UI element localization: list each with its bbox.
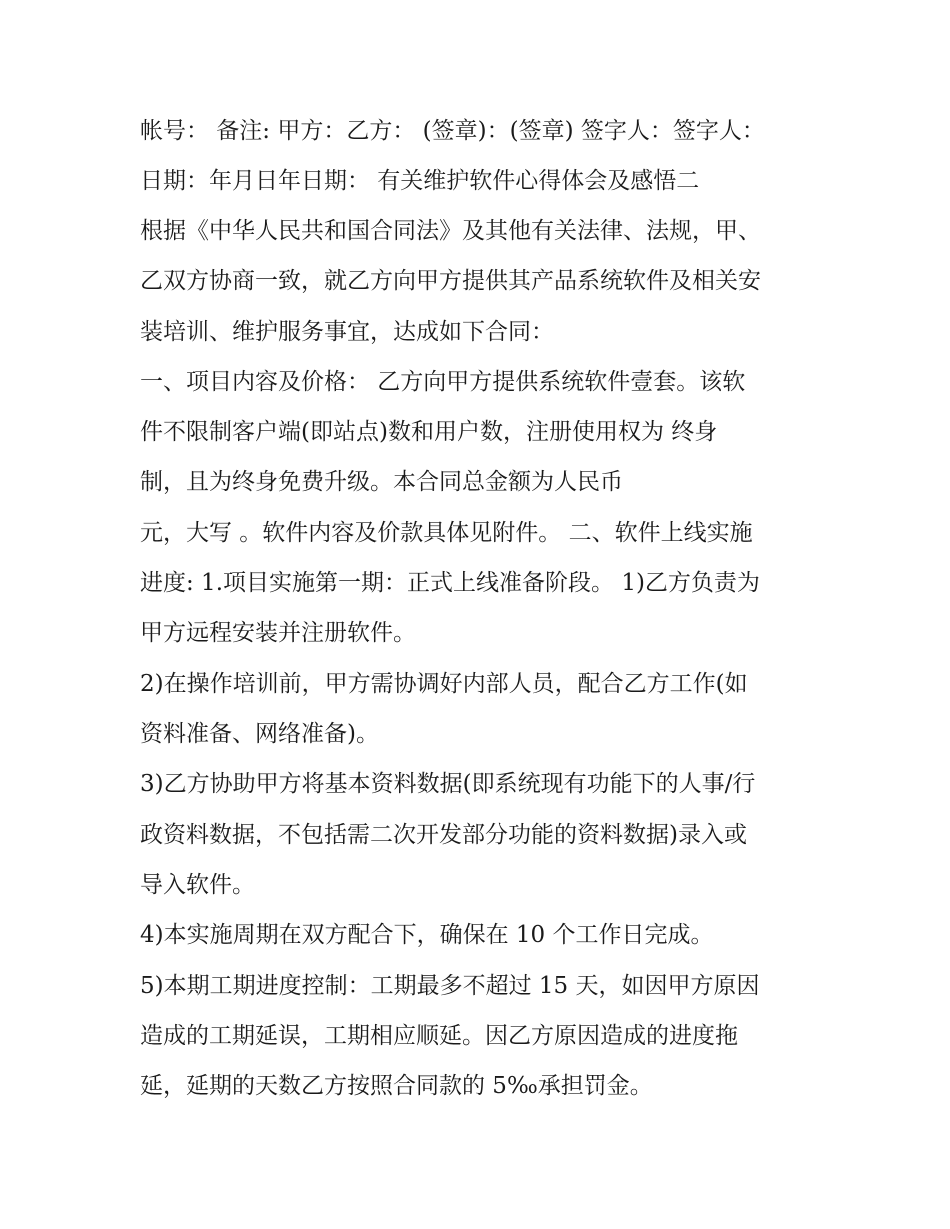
text-line: 5)本期工期进度控制：工期最多不超过 15 天，如因甲方原因 (140, 973, 760, 999)
text-line: 造成的工期延误，工期相应顺延。因乙方原因造成的进度拖 (140, 1023, 738, 1049)
text-line: 乙双方协商一致，就乙方向甲方提供其产品系统软件及相关安 (140, 268, 761, 294)
text-line: 资料准备、网络准备)。 (140, 721, 379, 747)
text-line: 甲方远程安装并注册软件。 (140, 620, 416, 646)
text-line: 4)本实施周期在双方配合下，确保在 10 个工作日完成。 (140, 922, 714, 948)
text-line: 进度: 1.项目实施第一期：正式上线准备阶段。 1)乙方负责为 (140, 570, 760, 596)
text-line: 元，大写 。软件内容及价款具体见附件。 二、软件上线实施 (140, 520, 753, 546)
text-line: 件不限制客户端(即站点)数和用户数，注册使用权为 终身 (140, 419, 718, 445)
text-line: 帐号： 备注: 甲方：乙方： (签章)：(签章) 签字人：签字人： (140, 118, 765, 144)
text-line: 延，延期的天数乙方按照合同款的 5‰承担罚金。 (140, 1073, 653, 1099)
text-line: 2)在操作培训前，甲方需协调好内部人员，配合乙方工作(如 (140, 671, 748, 697)
text-line: 3)乙方协助甲方将基本资料数据(即系统现有功能下的人事/行 (140, 771, 756, 797)
text-line: 一、项目内容及价格： 乙方向甲方提供系统软件壹套。该软 (140, 369, 746, 395)
text-line: 装培训、维护服务事宜，达成如下合同： (140, 319, 554, 345)
text-line: 根据《中华人民共和国合同法》及其他有关法律、法规，甲、 (140, 218, 761, 244)
text-line: 制，且为终身免费升级。本合同总金额为人民币 (140, 469, 623, 495)
text-line: 导入软件。 (140, 872, 255, 898)
text-line: 政资料数据，不包括需二次开发部分功能的资料数据)录入或 (140, 822, 747, 848)
text-line: 日期：年月日年日期： 有关维护软件心得体会及感悟二 (140, 168, 700, 194)
